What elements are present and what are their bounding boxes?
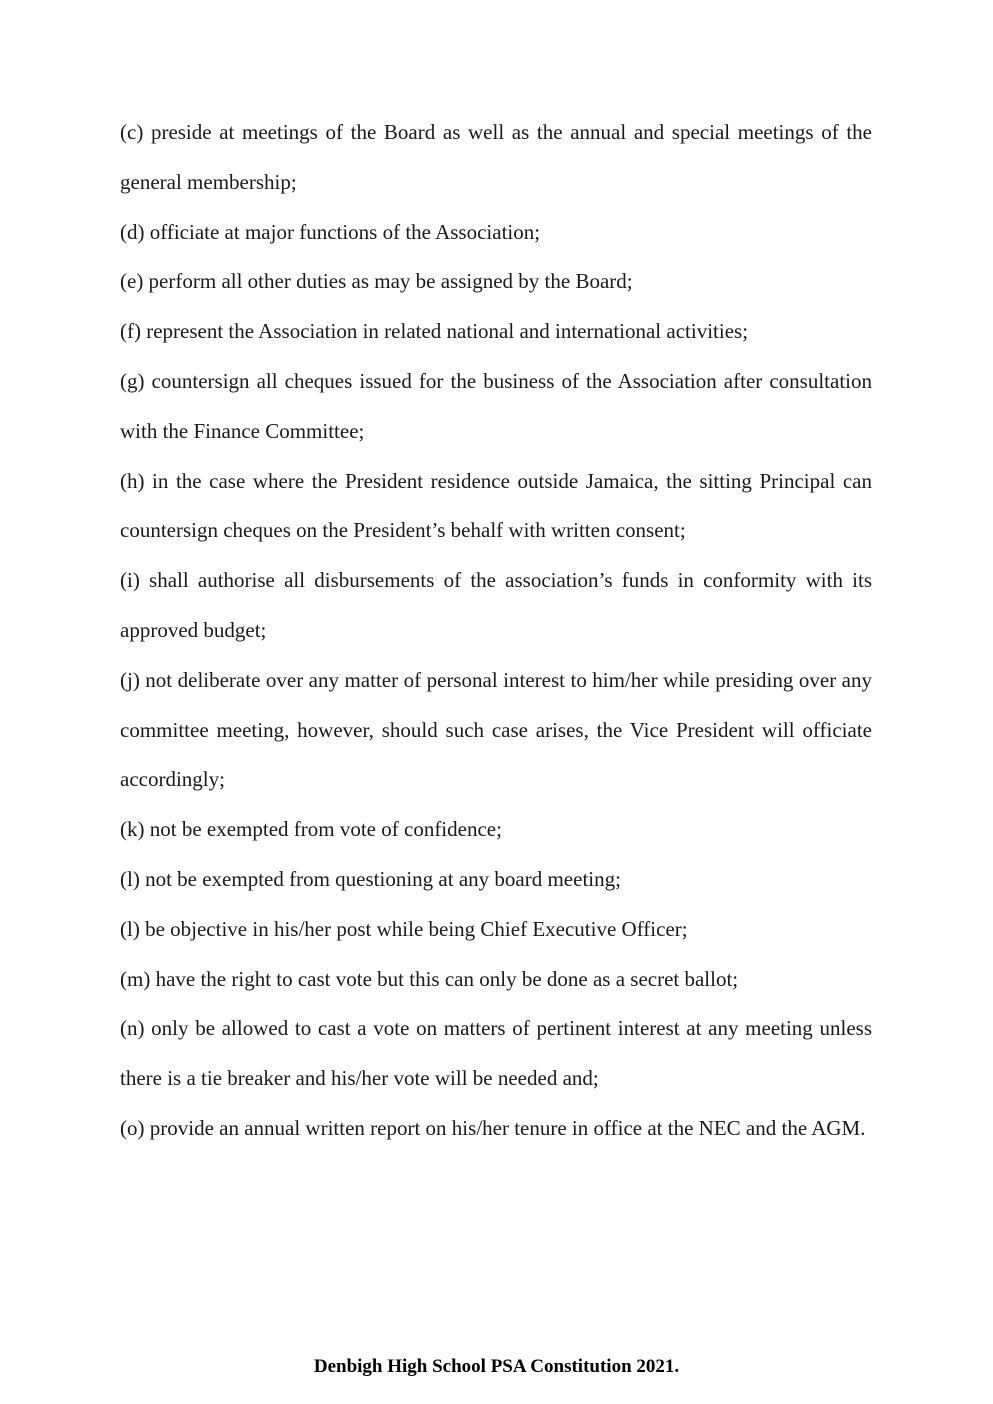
list-item: (k) not be exempted from vote of confidence; bbox=[120, 817, 502, 842]
list-item: (e) perform all other duties as may be assigned by the Board; bbox=[120, 269, 633, 294]
list-item: (o) provide an annual written report on his/her tenure in office at the NEC and the AGM. bbox=[120, 1115, 866, 1140]
duties-list bbox=[120, 108, 872, 1154]
page-footer: Denbigh High School PSA Constitution 2021. bbox=[313, 1356, 680, 1377]
list-item: (i) shall authorise all disbursements of the association’s funds in conformity with its approved budget; bbox=[120, 568, 872, 642]
list-item: (h) in the case where the President residence outside Jamaica, the sitting Principal can countersign cheques on the President’s behalf with written consent; bbox=[120, 468, 872, 543]
list-item: (l) not be exempted from questioning at any board meeting; bbox=[120, 866, 621, 891]
list-item: (f) represent the Association in related national and international activities; bbox=[120, 319, 749, 344]
list-item: (m) have the right to cast vote but this can only be done as a secret ballot; bbox=[120, 966, 739, 991]
list-item: (d) officiate at major functions of the Association; bbox=[120, 219, 541, 244]
list-item: (n) only be allowed to cast a vote on matters of pertinent interest at any meeting unless there is a tie breaker and his/her vote will be needed and; bbox=[120, 1016, 872, 1091]
list-item: (c) preside at meetings of the Board as well as the annual and special meetings of the general membership; bbox=[120, 120, 872, 194]
list-item: (g) countersign all cheques issued for the business of the Association after consultation with the Finance Committee; bbox=[120, 368, 872, 443]
list-item: (j) not deliberate over any matter of personal interest to him/her while presiding over any committee meeting, however, should such case arises, the Vice President will officiate accordingly; bbox=[120, 667, 872, 792]
list-item: (l) be objective in his/her post while being Chief Executive Officer; bbox=[120, 916, 688, 941]
